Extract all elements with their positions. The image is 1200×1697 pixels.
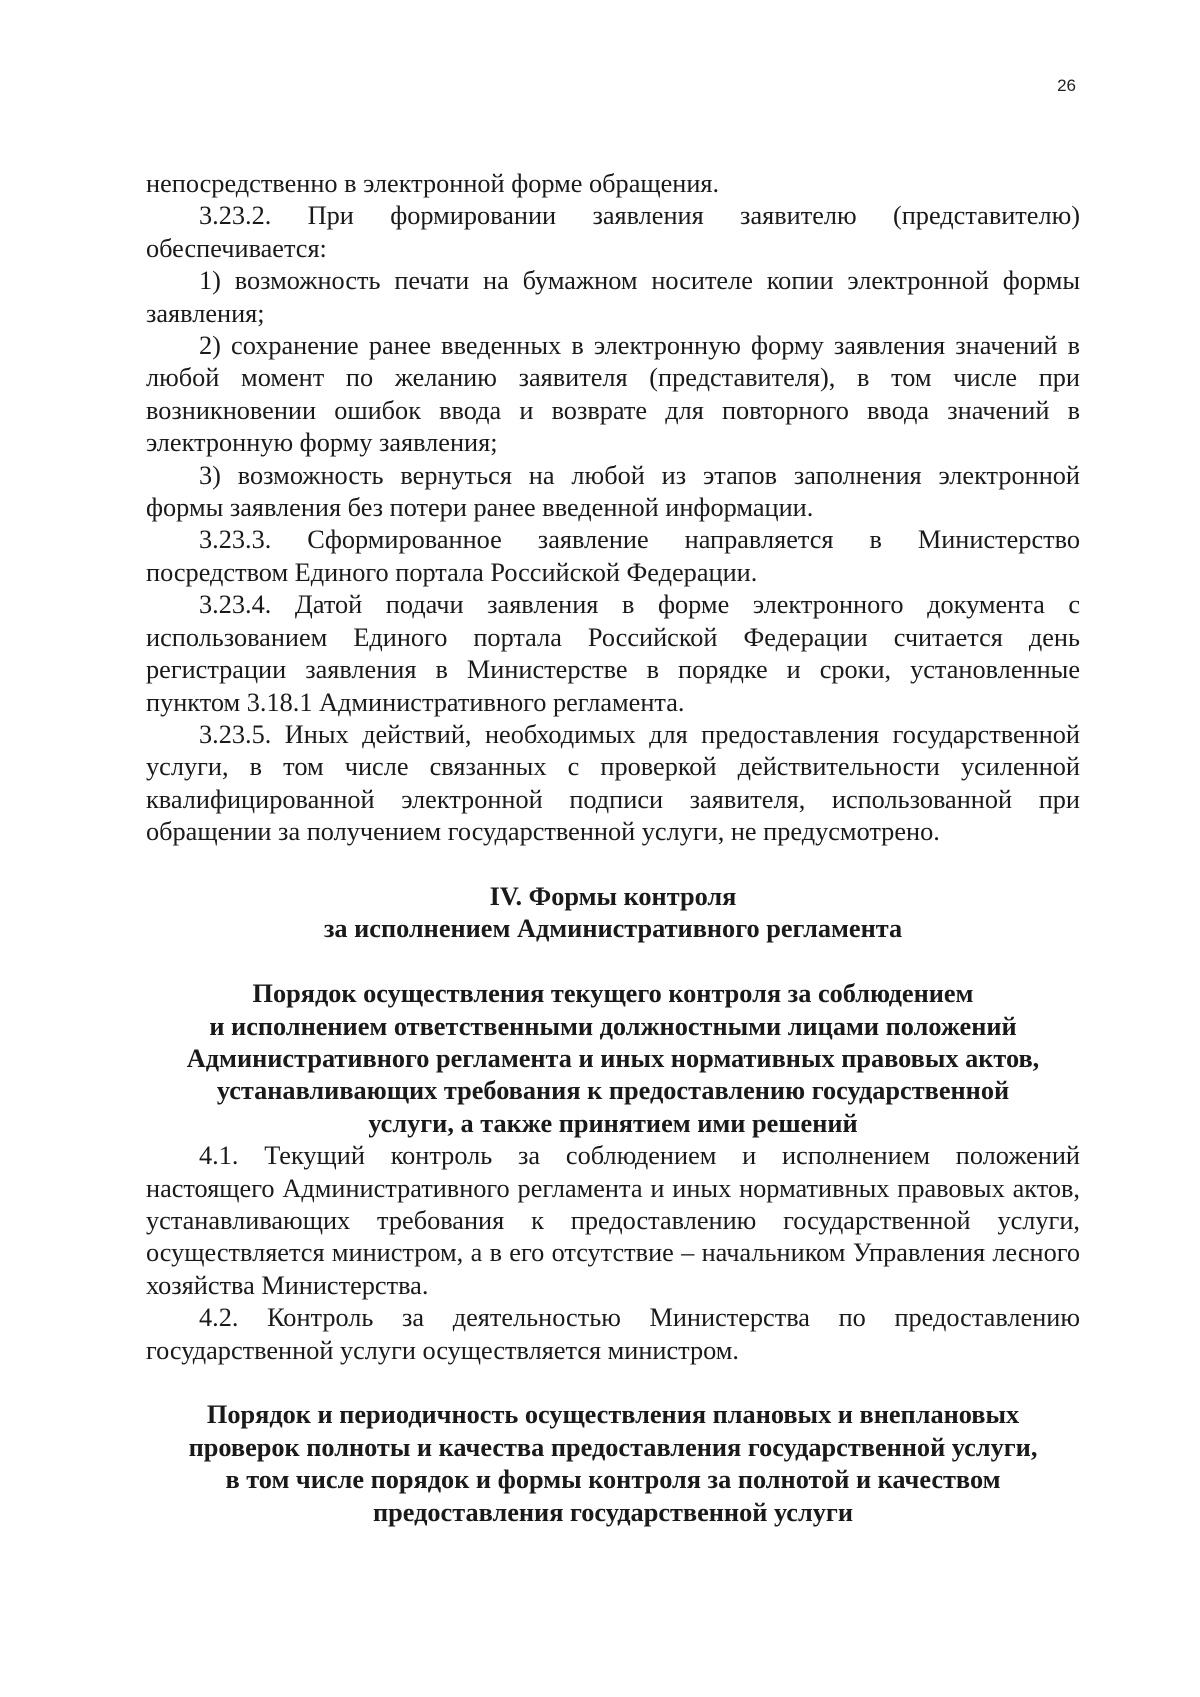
section-heading-line: IV. Формы контроля bbox=[489, 881, 737, 911]
subheading-line: проверок полноты и качества предоставления государственной услуги, bbox=[188, 1432, 1038, 1462]
spacer bbox=[146, 849, 1080, 881]
subheading-line: предоставления государственной услуги bbox=[373, 1497, 853, 1527]
list-item-3: 3) возможность вернуться на любой из этапов заполнения электронной формы заявления без потери ранее введенной информации. bbox=[146, 460, 1080, 523]
list-item-2: 2) сохранение ранее введенных в электронную форму заявления значений в любой момент по желанию заявителя (представителя), в том числе при возникновении ошибок ввода и возврате для повторного ввода значений в электронную форму заявления; bbox=[146, 331, 1080, 458]
document-body bbox=[146, 168, 1080, 1529]
subheading-line: Порядок и периодичность осуществления плановых и внеплановых bbox=[206, 1400, 1020, 1430]
paragraph-4-1: 4.1. Текущий контроль за соблюдением и исполнением положений настоящего Административного регламента и иных нормативных правовых актов, устанавливающих требования к предоставлению государственной услуги, осуществляется министром, а в его отсутствие – начальником Управления лесного хозяйства Министерства. bbox=[146, 1141, 1080, 1300]
section-heading-line: за исполнением Административного регламента bbox=[323, 914, 903, 944]
paragraph-3-23-2: 3.23.2. При формировании заявления заявителю (представителю) обеспечивается: bbox=[146, 201, 1080, 263]
subheading-line: в том числе порядок и формы контроля за полнотой и качеством bbox=[225, 1465, 1001, 1495]
subheading-current-control bbox=[146, 978, 1080, 1140]
page-number: 26 bbox=[1057, 76, 1076, 95]
section-heading bbox=[146, 881, 1080, 946]
subheading-inspections bbox=[146, 1399, 1080, 1529]
paragraph-3-23-5: 3.23.5. Иных действий, необходимых для предоставления государственной услуги, в том числе связанных с проверкой действительности усиленной квалифицированной электронной подписи заявителя, использованной при обращении за получением государственной услуги, не предусмотрено. bbox=[146, 719, 1080, 847]
subheading-line: Административного регламента и иных нормативных правовых актов, bbox=[186, 1043, 1040, 1073]
list-item-1: 1) возможность печати на бумажном носителе копии электронной формы заявления; bbox=[146, 266, 1080, 328]
paragraph-continuation: непосредственно в электронной форме обращения. bbox=[146, 169, 720, 198]
paragraph-3-23-4: 3.23.4. Датой подачи заявления в форме электронного документа с использованием Единого портала Российской Федерации считается день регистрации заявления в Министерстве в порядке и сроки, установленные пунктом 3.18.1 Административного регламента. bbox=[146, 590, 1080, 717]
paragraph-3-23-3: 3.23.3. Сформированное заявление направляется в Министерство посредством Единого портала Российской Федерации. bbox=[146, 525, 1080, 587]
subheading-line: и исполнением ответственными должностными лицами положений bbox=[209, 1011, 1017, 1041]
subheading-line: Порядок осуществления текущего контроля за соблюдением bbox=[252, 979, 974, 1009]
subheading-line: устанавливающих требования к предоставлению государственной bbox=[216, 1076, 1010, 1106]
spacer bbox=[146, 946, 1080, 978]
paragraph-4-2: 4.2. Контроль за деятельностью Министерства по предоставлению государственной услуги осуществляется министром. bbox=[146, 1303, 1080, 1365]
spacer bbox=[146, 1367, 1080, 1399]
subheading-line: услуги, а также принятием ими решений bbox=[368, 1108, 858, 1138]
